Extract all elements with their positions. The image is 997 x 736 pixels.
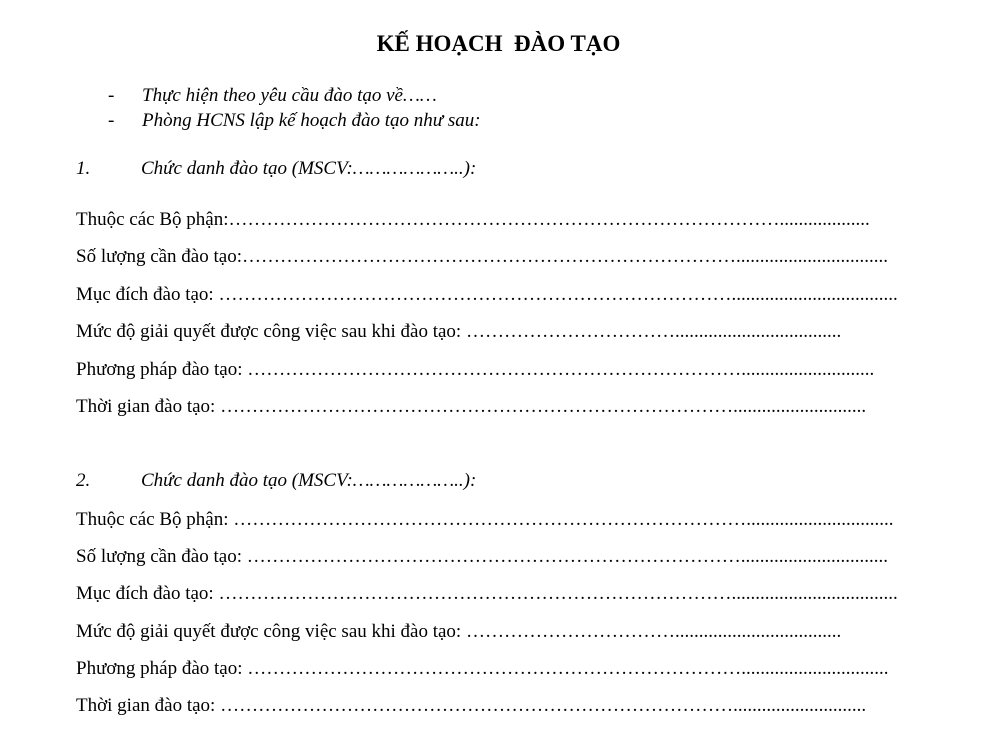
section-1-heading (76, 157, 476, 181)
section-2-heading (76, 469, 476, 493)
section-heading-text: Chức danh đào tạo (MSCV:………………..): (141, 158, 477, 179)
intro-dash: - (108, 85, 115, 106)
field-competency: Mức độ giải quyết được công việc sau khi đào tạo: ……………………………................................... (76, 621, 842, 642)
section-number: 2. (76, 470, 91, 491)
document-title: KẾ HOẠCH ĐÀO TẠO (376, 31, 621, 56)
section-heading-text: Chức danh đào tạo (MSCV:………………..): (141, 470, 477, 491)
field-method: Phương pháp đào tạo: ……………………………………………………………………............................... (76, 658, 889, 679)
field-quantity: Số lượng cần đào tạo:……………………………………………………………………................................ (76, 246, 888, 267)
field-duration: Thời gian đào tạo: ………………………………………………………………………............................ (76, 396, 867, 417)
intro-text: Thực hiện theo yêu cầu đào tạo về…… (142, 85, 437, 106)
field-departments: Thuộc các Bộ phận: ………………………………………………………………………............................... (76, 509, 894, 530)
field-purpose: Mục đích đào tạo: ………………………………………………………………………................................... (76, 583, 898, 604)
intro-dash: - (108, 110, 115, 131)
intro-text: Phòng HCNS lập kế hoạch đào tạo như sau: (142, 110, 481, 131)
field-duration: Thời gian đào tạo: ………………………………………………………………………............................ (76, 695, 867, 716)
section-number: 1. (76, 158, 91, 179)
field-method: Phương pháp đào tạo: ……………………………………………………………………............................ (76, 359, 875, 380)
field-competency: Mức độ giải quyết được công việc sau khi đào tạo: ……………………………................................... (76, 321, 842, 342)
field-quantity: Số lượng cần đào tạo: ……………………………………………………………………............................... (76, 546, 888, 567)
field-purpose: Mục đích đào tạo: ………………………………………………………………………................................... (76, 284, 898, 305)
intro-item-2 (108, 109, 481, 133)
intro-item-1 (108, 84, 437, 108)
field-departments: Thuộc các Bộ phận:……………………………………………………………………………................... (76, 209, 870, 230)
